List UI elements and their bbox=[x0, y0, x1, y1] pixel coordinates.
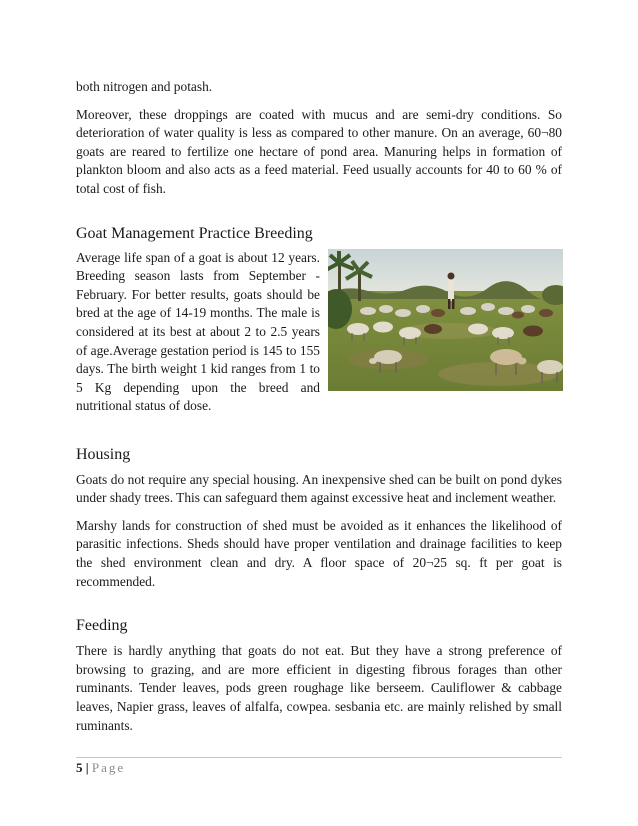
intro-fragment: both nitrogen and potash. bbox=[76, 79, 213, 94]
paragraph-feeding-1: There is hardly anything that goats do not eat. But they have a strong preference of browsing to grazing, and are more efficient in digesting fibrous forages than other ruminants. Tender leaves, pods green roughage like berseem. Cauliflower & cabbage leaves, Napier grass, leaves of alfalfa, cowpea. sesbania etc. are mainly relished by small ruminants. bbox=[76, 643, 562, 733]
page-label: Page bbox=[91, 760, 126, 775]
footer-separator: | bbox=[85, 760, 89, 775]
breeding-section bbox=[76, 249, 562, 421]
paragraph-breeding: Average life span of a goat is about 12 years. Breeding season lasts from September - February. For better results, goats should be bred at the age of 14-19 months. The male is considered at its best at about 2 to 2.5 years of age.Average gestation period is 145 to 155 days. The birth weight 1 kid ranges from 1 to 5 Kg depending upon the breed and nutritional status of dose. bbox=[76, 249, 320, 414]
page-number: 5 bbox=[76, 760, 83, 775]
heading-housing: Housing bbox=[76, 445, 131, 463]
page-content bbox=[76, 78, 562, 744]
heading-goat-breeding: Goat Management Practice Breeding bbox=[76, 224, 313, 242]
paragraph-housing-1: Goats do not require any special housing. An inexpensive shed can be built on pond dykes under shady trees. This can safeguard them against excessive heat and inclement weather. bbox=[76, 471, 562, 506]
footer-rule bbox=[76, 757, 562, 758]
goat-grazing-photo bbox=[328, 249, 563, 391]
page-footer bbox=[76, 760, 125, 776]
paragraph-housing-2: Marshy lands for construction of shed must be avoided as it enhances the likelihood of parasitic infections. Sheds should have proper ventilation and drainage facilities to keep the shed environment clean and dry. A floor space of 20¬25 sq. ft per goat is recommended. bbox=[76, 517, 562, 589]
heading-feeding: Feeding bbox=[76, 617, 128, 635]
paragraph-droppings: Moreover, these droppings are coated with mucus and are semi-dry conditions. So deterioration of water quality is less as compared to other manure. On an average, 60¬80 goats are reared to fertilize one hectare of pond area. Manuring helps in formation of plankton bloom and also acts as a feed material. Feed usually accounts for 40 to 60 % of total cost of fish. bbox=[76, 106, 562, 196]
